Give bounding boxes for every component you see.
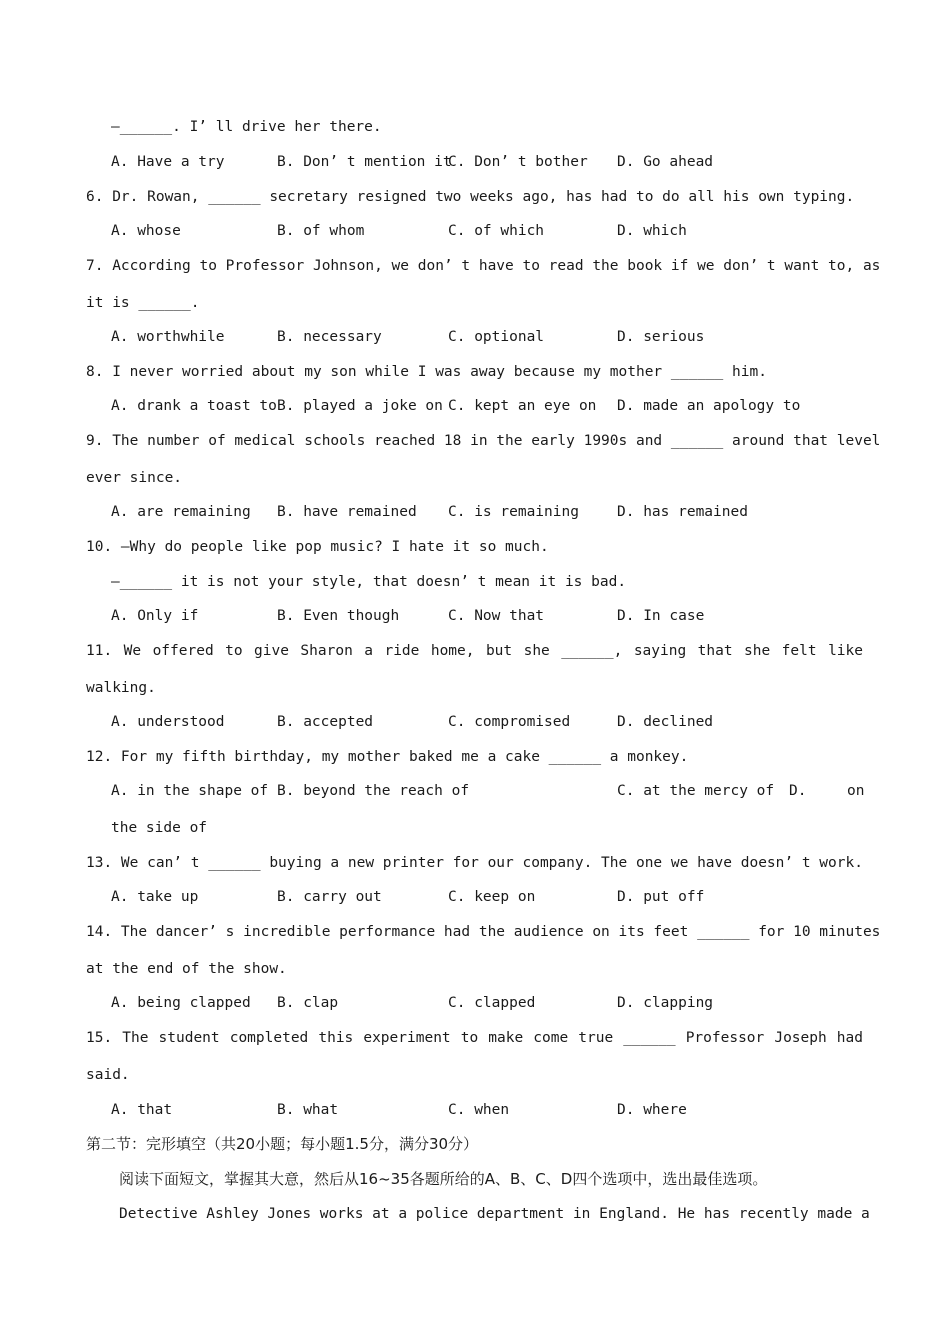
q10-option-d: D. In case <box>617 608 705 624</box>
q15-option-d: D. where <box>617 1102 687 1118</box>
q8-option-b: B. played a joke on <box>277 398 443 414</box>
q9-option-b: B. have remained <box>277 504 417 520</box>
q5-option-b: B. Don’ t mention it <box>277 154 452 170</box>
q7-option-d: D. serious <box>617 329 705 345</box>
q13-option-d: D. put off <box>617 889 705 905</box>
q11-option-a: A. understood <box>111 714 225 730</box>
q8-option-c: C. kept an eye on <box>448 398 597 414</box>
q14-option-d: D. clapping <box>617 995 714 1011</box>
q12-option-c: C. at the mercy of <box>617 783 775 799</box>
section2-instruction: 阅读下面短文，掌握其大意，然后从16~35各题所给的A、B、C、D四个选项中，选出最佳选项。 <box>119 1170 768 1188</box>
q13-option-c: C. keep on <box>448 889 536 905</box>
q15-option-c: C. when <box>448 1102 510 1118</box>
q14-stem-line1: 14. The dancer’ s incredible performance had the audience on its feet ______ for 10 minutes <box>86 924 881 940</box>
q6-option-a: A. whose <box>111 223 181 239</box>
q13-option-b: B. carry out <box>277 889 382 905</box>
q10-option-a: A. Only if <box>111 608 199 624</box>
q12-option-d-label: D. <box>789 783 807 799</box>
q7-stem-line2: it is ______. <box>86 295 200 311</box>
q5-option-d: D. Go ahead <box>617 154 714 170</box>
q15-option-a: A. that <box>111 1102 173 1118</box>
q11-option-c: C. compromised <box>448 714 571 730</box>
q9-option-d: D. has remained <box>617 504 748 520</box>
q10-option-c: C. Now that <box>448 608 545 624</box>
q10-response: —______ it is not your style, that doesn’ t mean it is bad. <box>111 574 627 590</box>
q8-option-a: A. drank a toast to <box>111 398 277 414</box>
section2-heading: 第二节：完形填空（共20小题；每小题1.5分，满分30分） <box>86 1135 479 1153</box>
q12-option-a: A. in the shape of <box>111 783 269 799</box>
q6-option-d: D. which <box>617 223 687 239</box>
q7-option-c: C. optional <box>448 329 545 345</box>
q12-option-d-word: on <box>847 783 865 799</box>
q15-option-b: B. what <box>277 1102 339 1118</box>
q5-option-a: A. Have a try <box>111 154 225 170</box>
q11-option-b: B. accepted <box>277 714 374 730</box>
q9-stem-line1: 9. The number of medical schools reached 18 in the early 1990s and ______ around that level <box>86 433 881 449</box>
q13-option-a: A. take up <box>111 889 199 905</box>
q9-stem-line2: ever since. <box>86 470 183 486</box>
q12-option-d-rest: the side of <box>111 820 208 836</box>
q8-option-d: D. made an apology to <box>617 398 801 414</box>
q6-option-c: C. of which <box>448 223 545 239</box>
q6-stem: 6. Dr. Rowan, ______ secretary resigned two weeks ago, has had to do all his own typing. <box>86 189 855 205</box>
q9-option-c: C. is remaining <box>448 504 579 520</box>
q7-option-b: B. necessary <box>277 329 382 345</box>
q5-option-c: C. Don’ t bother <box>448 154 588 170</box>
q15-stem-line2: said. <box>86 1067 130 1083</box>
q14-option-a: A. being clapped <box>111 995 251 1011</box>
q10-option-b: B. Even though <box>277 608 400 624</box>
q11-stem-line1: 11. We offered to give Sharon a ride home, but she ______, saying that she felt like <box>86 643 863 659</box>
q6-option-b: B. of whom <box>277 223 365 239</box>
q9-option-a: A. are remaining <box>111 504 251 520</box>
q8-stem: 8. I never worried about my son while I was away because my mother ______ him. <box>86 364 767 380</box>
q7-option-a: A. worthwhile <box>111 329 225 345</box>
q12-option-b: B. beyond the reach of <box>277 783 470 799</box>
q11-option-d: D. declined <box>617 714 714 730</box>
q15-stem-line1: 15. The student completed this experiment to make come true ______ Professor Joseph had <box>86 1030 863 1046</box>
q14-option-c: C. clapped <box>448 995 536 1011</box>
q5-response: —______. I’ ll drive her there. <box>111 119 382 135</box>
q11-stem-line2: walking. <box>86 680 156 696</box>
q10-stem: 10. —Why do people like pop music? I hate it so much. <box>86 539 549 555</box>
q12-stem: 12. For my fifth birthday, my mother baked me a cake ______ a monkey. <box>86 749 689 765</box>
q7-stem-line1: 7. According to Professor Johnson, we don’ t have to read the book if we don’ t want to, as <box>86 258 881 274</box>
q14-stem-line2: at the end of the show. <box>86 961 287 977</box>
q13-stem: 13. We can’ t ______ buying a new printer for our company. The one we have doesn’ t work. <box>86 855 863 871</box>
passage-first-line: Detective Ashley Jones works at a police department in England. He has recently made a <box>119 1206 870 1222</box>
q14-option-b: B. clap <box>277 995 339 1011</box>
